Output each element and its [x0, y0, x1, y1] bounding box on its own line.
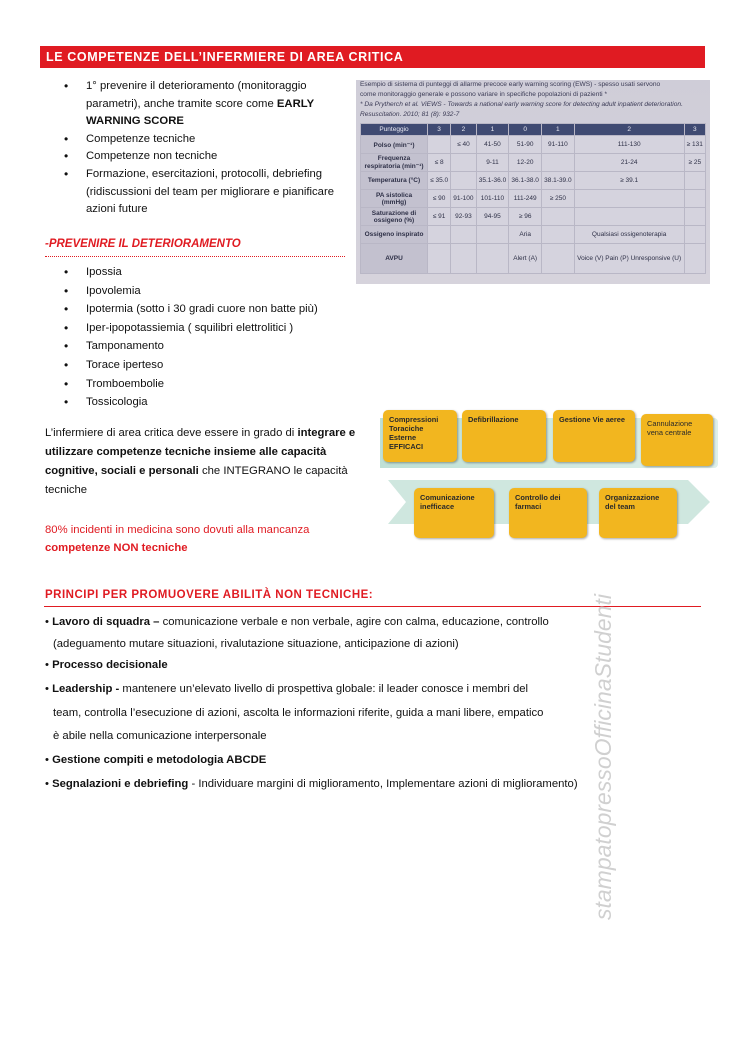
- ews-row: [361, 154, 706, 172]
- ews-cell: [684, 172, 705, 190]
- principi-line: • Leadership - mantenere un’elevato livello di prospettiva globale: il leader conosce i membri del: [45, 683, 529, 695]
- process-box: Cannulazione vena centrale: [641, 414, 713, 466]
- ews-cell: [574, 208, 684, 226]
- list-item: • Tamponamento: [46, 337, 356, 356]
- ews-row-label: Frequenza respiratoria (min⁻¹): [361, 154, 428, 172]
- list-item: • Ipotermia (sotto i 30 gradi cuore non batte più): [46, 300, 356, 319]
- ews-cell: [428, 244, 451, 274]
- list-item: • Tossicologia: [46, 393, 356, 412]
- process-box: Organizzazione del team: [599, 488, 677, 538]
- ews-cell: [451, 226, 476, 244]
- ews-cell: Voice (V) Pain (P) Unresponsive (U): [574, 244, 684, 274]
- ews-cell: [451, 154, 476, 172]
- ews-cell: [428, 136, 451, 154]
- list-item: • Competenze tecniche: [46, 131, 346, 149]
- ews-cell: 111-130: [574, 136, 684, 154]
- ews-cell: [451, 172, 476, 190]
- ews-cell: 91-100: [451, 190, 476, 208]
- ews-header-cell: 2: [574, 124, 684, 136]
- ews-cell: ≥ 96: [509, 208, 542, 226]
- principi-line: team, controlla l’esecuzione di azioni, ascolta le informazioni riferite, guida a mani libere, empatico: [53, 707, 544, 719]
- ews-cell: 92-93: [451, 208, 476, 226]
- process-box: Controllo dei farmaci: [509, 488, 587, 538]
- list-item: • Tromboembolie: [46, 375, 356, 394]
- ews-row: [361, 190, 706, 208]
- deterioramento-heading: -PREVENIRE IL DETERIORAMENTO: [45, 238, 241, 250]
- process-box: Defibrillazione: [462, 410, 546, 462]
- ews-cell: 12-20: [509, 154, 542, 172]
- list-item: • Torace iperteso: [46, 356, 356, 375]
- ews-cell: ≥ 25: [684, 154, 705, 172]
- process-box: Comunicazione inefficace: [414, 488, 494, 538]
- ews-cell: 111-249: [509, 190, 542, 208]
- section-title-bar: [40, 46, 705, 68]
- ews-cell: [684, 226, 705, 244]
- ews-row: [361, 172, 706, 190]
- ews-cell: ≥ 250: [542, 190, 575, 208]
- list-item: • Ipossia: [46, 263, 356, 282]
- principi-heading: PRINCIPI PER PROMUOVERE ABILITÀ NON TECNICHE:: [45, 589, 374, 601]
- watermark: stampatopressoOfficinaStudenti: [590, 593, 616, 920]
- ews-row: [361, 136, 706, 154]
- heading-underline: [45, 256, 345, 257]
- ews-cell: 51-90: [509, 136, 542, 154]
- ews-cell: [574, 190, 684, 208]
- ews-cell: [542, 226, 575, 244]
- ews-header-cell: 1: [476, 124, 509, 136]
- ews-cell: ≤ 90: [428, 190, 451, 208]
- intro-list: [46, 78, 346, 219]
- ews-caption-2: come monitoraggio generale e possono variare in specifiche popolazioni di pazienti *: [360, 91, 608, 98]
- ews-row-label: Saturazione di ossigeno (%): [361, 208, 428, 226]
- ews-row: [361, 244, 706, 274]
- ews-row-label: Temperatura (°C): [361, 172, 428, 190]
- ews-table: [360, 123, 706, 274]
- ews-cell: [476, 226, 509, 244]
- ews-header-cell: 1: [542, 124, 575, 136]
- incidenti-note: 80% incidenti in medicina sono dovuti alla mancanza competenze NON tecniche: [45, 524, 310, 554]
- ews-cell: 9-11: [476, 154, 509, 172]
- list-item: • Iper-ipopotassiemia ( squilibri elettrolitici ): [46, 319, 356, 338]
- ews-header-cell: 2: [451, 124, 476, 136]
- ews-cell: 101-110: [476, 190, 509, 208]
- principi-line: è abile nella comunicazione interpersonale: [53, 730, 267, 742]
- ews-cell: ≤ 35.0: [428, 172, 451, 190]
- ews-cell: 21-24: [574, 154, 684, 172]
- ews-header-row: [361, 124, 706, 136]
- ews-header-cell: 0: [509, 124, 542, 136]
- ews-cell: [542, 244, 575, 274]
- ews-header-cell: Punteggio: [361, 124, 428, 136]
- ews-row-label: Ossigeno inspirato: [361, 226, 428, 244]
- principi-line: • Lavoro di squadra – comunicazione verbale e non verbale, agire con calma, educazione, controllo: [45, 616, 549, 628]
- ews-cell: 38.1-39.0: [542, 172, 575, 190]
- process-box: Gestione Vie aeree: [553, 410, 635, 462]
- ews-cell: 91-110: [542, 136, 575, 154]
- ews-cell: Aria: [509, 226, 542, 244]
- ews-table-image: [356, 80, 710, 284]
- competenze-paragraph: L’infermiere di area critica deve essere in grado di integrare e utilizzare competenze tecniche insieme alle capacità cognitive, sociali e personali che INTEGRANO le capacità tecniche: [45, 427, 356, 496]
- ews-caption-4: Resuscitation. 2010; 81 (8): 932-7: [360, 111, 460, 118]
- ews-cell: [542, 208, 575, 226]
- ews-cell: ≤ 91: [428, 208, 451, 226]
- ews-caption-3: * Da Prytherch et al. ViEWS - Towards a national early warning score for detecting adult inpatient deterioration.: [360, 101, 683, 108]
- ews-caption-1: Esempio di sistema di punteggi di allarme precoce early warning scoring (EWS) - spesso usati servono: [360, 81, 661, 88]
- ews-row-label: AVPU: [361, 244, 428, 274]
- ews-cell: 35.1-36.0: [476, 172, 509, 190]
- list-item: • Formazione, esercitazioni, protocolli, debriefing (ridiscussioni del team per migliorare e pianificare azioni future: [46, 166, 346, 219]
- ews-row-label: Polso (min⁻¹): [361, 136, 428, 154]
- principi-line: • Gestione compiti e metodologia ABCDE: [45, 754, 267, 766]
- ews-cell: ≤ 40: [451, 136, 476, 154]
- deterioramento-list: [46, 263, 356, 412]
- ews-cell: [542, 154, 575, 172]
- ews-cell: ≤ 8: [428, 154, 451, 172]
- ews-row: [361, 208, 706, 226]
- ews-cell: 41-50: [476, 136, 509, 154]
- ews-cell: 36.1-38.0: [509, 172, 542, 190]
- principi-line: (adeguamento mutare situazioni, rivalutazione situazione, anticipazione di azioni): [53, 638, 459, 650]
- section-title: LE COMPETENZE DELL’INFERMIERE DI AREA CRITICA: [46, 50, 404, 64]
- list-item: • Ipovolemia: [46, 282, 356, 301]
- ews-cell: Alert (A): [509, 244, 542, 274]
- ews-cell: [476, 244, 509, 274]
- ews-row: [361, 226, 706, 244]
- ews-cell: Qualsiasi ossigenoterapia: [574, 226, 684, 244]
- ews-header-cell: 3: [428, 124, 451, 136]
- ews-cell: [684, 190, 705, 208]
- principi-line: • Segnalazioni e debriefing - Individuare margini di miglioramento, Implementare azioni di miglioramento): [45, 778, 578, 790]
- ews-cell: ≥ 39.1: [574, 172, 684, 190]
- ews-cell: 94-95: [476, 208, 509, 226]
- ews-cell: [428, 226, 451, 244]
- ews-header-cell: 3: [684, 124, 705, 136]
- ews-row-label: PA sistolica (mmHg): [361, 190, 428, 208]
- ews-cell: [451, 244, 476, 274]
- ews-cell: [684, 208, 705, 226]
- ews-cell: [684, 244, 705, 274]
- list-item: • Competenze non tecniche: [46, 148, 346, 166]
- principi-line: • Processo decisionale: [45, 659, 168, 671]
- process-box: Compressioni Toraciche Esterne EFFICACI: [383, 410, 457, 462]
- list-item: • 1° prevenire il deterioramento (monitoraggio parametri), anche tramite score come EARLY WARNING SCORE: [46, 78, 346, 131]
- ews-cell: ≥ 131: [684, 136, 705, 154]
